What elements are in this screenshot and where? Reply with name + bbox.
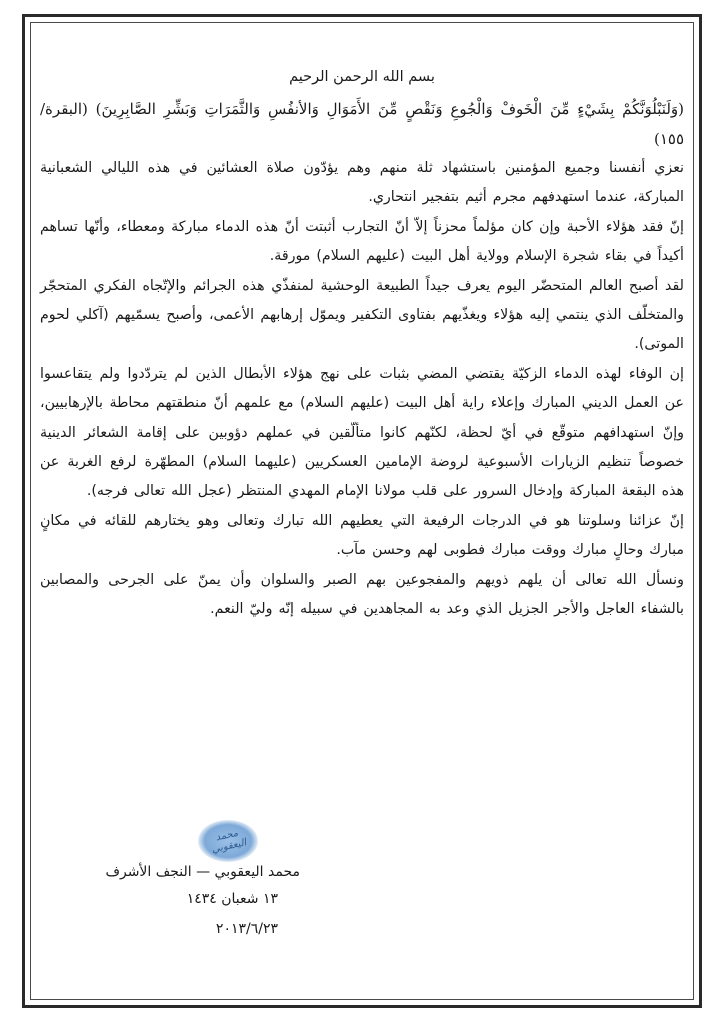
seal-stamp	[198, 820, 258, 862]
paragraph-prayer: ونسأل الله تعالى أن يلهم ذويهم والمفجوعين بهم الصبر والسلوان وأن يمنّ على الجرحى والمصابين بالشفاء العاجل والأجر الجزيل الذي وعد به المجاهدين في سبيله إنّه وليّ النعم.	[40, 571, 684, 618]
paragraph-condolence: نعزي أنفسنا وجميع المؤمنين باستشهاد ثلة منهم وهم يؤدّون صلاة العشائين في هذه الليالي الشعبانية المباركة، عندما استهدفهم مجرم أثيم بتفجير انتحاري.	[40, 160, 684, 206]
quran-verse: (وَلَنَبْلُوَنَّكُمْ بِشَيْءٍ مِّنَ الْخَوفْ وَالْجُوعِ وَنَقْصٍ مِّنَ الأَمَوَالِ وَالأنفُسِ وَالثَّمَرَاتِ وَبَشِّرِ الصَّابِرِينَ) (البقرة/١٥٥)	[40, 100, 684, 148]
paragraph-civilized-world: لقد أصبح العالم المتحضّر اليوم يعرف جيداً الطبيعة الوحشية لمنفذّي هذه الجرائم والإتّجاه الفكري المتحجّر والمتخلّف الذي ينتمي إليه هؤلاء ويغذّيهم بفتاوى التكفير ويموّل إرهابهم الأعمى، وأصبح يسمّيهم (آكلي لحوم الموتى).	[40, 277, 684, 353]
seal-text: محمد اليعقوبي	[210, 827, 248, 856]
paragraph-loyalty: إن الوفاء لهذه الدماء الزكيّة يقتضي المضي بثبات على نهج هؤلاء الأبطال الذين لم يتردّدوا ولم يتقاعسوا عن العمل الديني المبارك وإعلاء راية أهل البيت (عليهم السلام) مع علمهم أنّ منطقتهم محاطة بالإرهابيين، وإنّ استهدافهم متوقّع في أيّ لحظة، لكنّهم كانوا متألّقين في عملهم دؤوبين على إقامة الشعائر الدينية خصوصاً تنظيم الزيارات الأسبوعية لروضة الإمامين العسكريين (عليهما السلام) المطهّرة لرفع الغربة عن هذه البقعة المباركة وإدخال السرور على قلب مولانا الإمام المهدي المنتظر (عجل الله تعالى فرجه).	[40, 365, 684, 500]
paragraph-blood-blessing: إنّ فقد هؤلاء الأحبة وإن كان مؤلماً محزناً إلاّ أنّ التجارب أثبتت أنّ هذه الدماء مباركة ومعطاء، وأنّها تساهم أكيداً في بقاء شجرة الإسلام وولاية أهل البيت (عليهم السلام) مورقة.	[40, 218, 684, 265]
signature-hijri-date: ١٣ شعبان ١٤٣٤	[186, 891, 278, 907]
signature-name: محمد اليعقوبي — النجف الأشرف	[105, 864, 300, 880]
letter-body	[40, 66, 684, 625]
basmala-heading: بسم الله الرحمن الرحيم	[289, 69, 435, 85]
paragraph-solace: إنّ عزائنا وسلوتنا هو في الدرجات الرفيعة التي يعطيهم الله تبارك وتعالى وهو يختارهم للقائه في مكانٍ مبارك وحالٍ مبارك ووقت مبارك فطوبى لهم وحسن مآب.	[40, 512, 684, 559]
signature-gregorian-date: ٢٠١٣/٦/٢٣	[215, 921, 278, 937]
